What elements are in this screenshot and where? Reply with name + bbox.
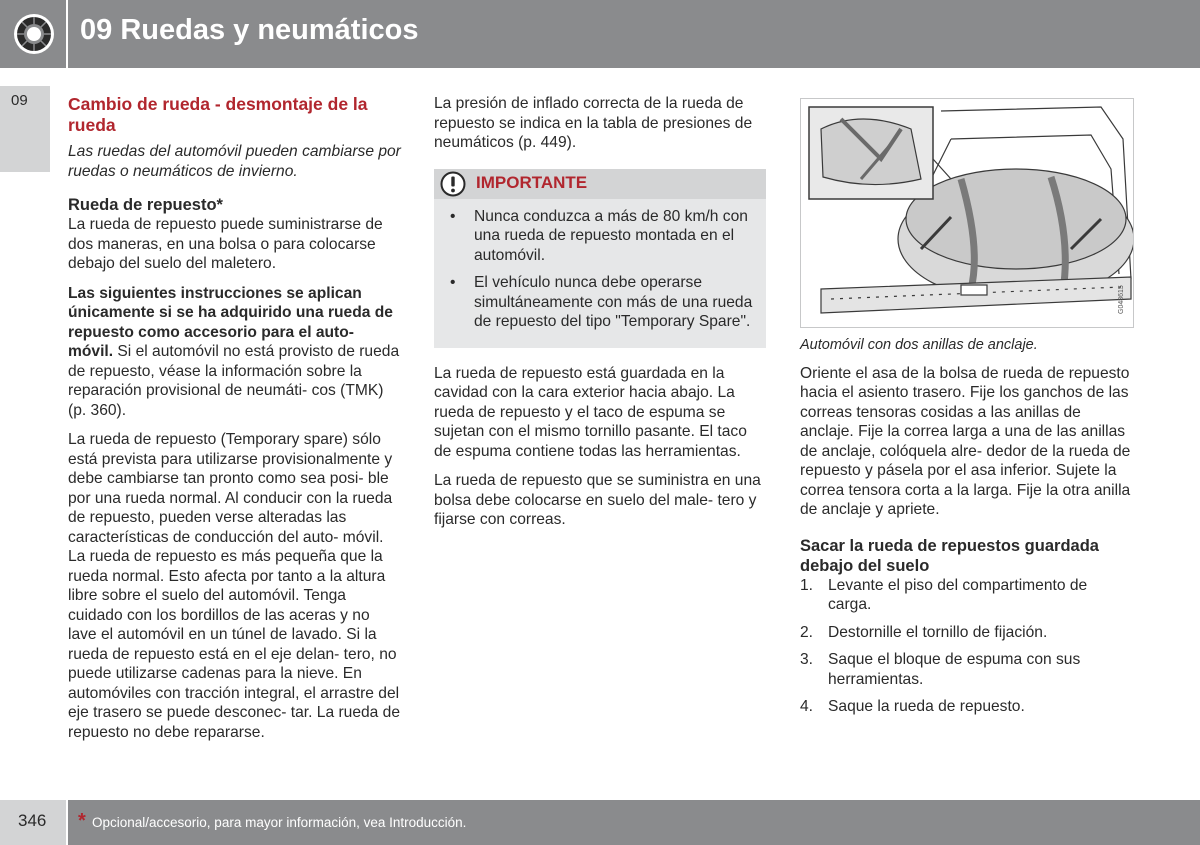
chapter-icon-box [0,0,68,68]
paragraph-bag-fixing: Oriente el asa de la bolsa de rueda de repuesto hacia el asiento trasero. Fije los ganchos de las correas tensoras cosidas a las anillas de anclaje. Fije la correa larga a una de las anillas de anclaje, colóquela alre- dedor de la rueda de repuesto y pásela por el asa inferior. Sujete la correa tensora corta a la larga. Fije la otra anilla de anclaje y apriete. [800,364,1131,518]
important-list [434,199,766,348]
important-box [434,169,766,348]
page-header [0,0,1200,68]
tire-icon [12,12,56,56]
important-header [434,169,766,199]
trunk-illustration [801,99,1133,327]
paragraph-accessory-note [68,284,402,421]
footnote-star: * [78,810,86,832]
column-2 [434,94,768,540]
page-number: 346 [18,811,47,830]
important-item: • Nunca conduzca a más de 80 km/h con una rueda de repuesto montada en el automóvil. [450,207,748,264]
chapter-title: 09 Ruedas y neumáticos [80,14,419,46]
footer-bar [68,800,1200,845]
paragraph-temporary-spare: La rueda de repuesto (Temporary spare) sólo está prevista para utilizarse provisionalmente y debe cambiarse tan pronto como sea posi- ble por una rueda normal. Al conducir con la rueda de repuesto, pueden verse alteradas las características de conducción del auto- móvil. La rueda de repuesto es más pequeña que la rueda normal. Esto afecta por tanto a la altura libre sobre el suelo del automóvil. Tenga cuidado con los bordillos de las aceras y no lave el automóvil en un túnel de lavado. Si la rueda de repuesto está en el eje delan- tero, no puede utilizarse cadenas para la nieve. En automóviles con tracción integral, el arrastre del eje trasero se puede desconec- tar. La rueda de repuesto no debe repararse. [68,431,401,741]
paragraph-storage-cavity: La rueda de repuesto está guardada en la cavidad con la cara exterior hacia abajo. La rueda de repuesto y el taco de espuma se sujetan con el mismo tornillo pasante. El taco de espuma contiene todas las herramientas. [434,364,747,460]
section-intro: Las ruedas del automóvil pueden cambiarse por ruedas o neumáticos de invierno. [68,143,401,180]
paragraph-bag-storage: La rueda de repuesto que se suministra en una bolsa debe colocarse en suelo del male- tero y fijarse con correas. [434,472,761,528]
important-item: • El vehículo nunca debe operarse simultáneamente con más de una rueda de repuesto del tipo "Temporary Spare". [450,274,753,330]
paragraph-inflation-pressure: La presión de inflado correcta de la rueda de repuesto se indica en la tabla de presiones de neumáticos (p. 449). [434,95,753,151]
subsection-title-underfloor: Sacar la rueda de repuestos guardada debajo del suelo [800,536,1099,575]
page-number-box [0,800,66,845]
accessory-note-bold: Las siguientes instrucciones se aplican únicamente si se ha adquirido una rueda de repuesto como accesorio para el auto- móvil. [68,284,393,360]
step-item: 1. Levante el piso del compartimento de carga. [800,576,1088,613]
warning-icon [440,171,466,197]
bullet-icon: • [450,274,456,291]
header-divider [66,0,68,68]
step-item: 3. Saque el bloque de espuma con sus herramientas. [800,651,1081,688]
chapter-side-tab [0,86,50,172]
subsection-title-spare-wheel: Rueda de repuesto* [68,196,223,214]
column-1 [68,94,402,752]
paragraph-supply-methods: La rueda de repuesto puede suministrarse de dos maneras, en una bolsa o para colocarse debajo del suelo del maletero. [68,216,383,272]
figure-caption: Automóvil con dos anillas de anclaje. [800,337,1038,353]
column-3 [800,94,1134,725]
step-item: 4. Saque la rueda de repuesto. [800,698,1025,715]
step-item: 2. Destornille el tornillo de fijación. [800,623,1048,641]
spare-wheel-figure [800,98,1134,328]
important-title: IMPORTANTE [476,172,588,192]
section-title: Cambio de rueda - desmontaje de la rueda [68,94,368,135]
steps-list [800,576,1134,717]
figure-code: G048615 [1118,285,1125,314]
bullet-icon: • [450,207,456,225]
chapter-tab-label: 09 [11,92,28,109]
accessory-note-rest: Si el automóvil no está provisto de rueda de repuesto, véase la información sobre la reparación provisional de neumáti- cos (TMK) (p. 360). [68,343,400,419]
footnote-text: Opcional/accesorio, para mayor información, vea Introducción. [92,815,467,830]
